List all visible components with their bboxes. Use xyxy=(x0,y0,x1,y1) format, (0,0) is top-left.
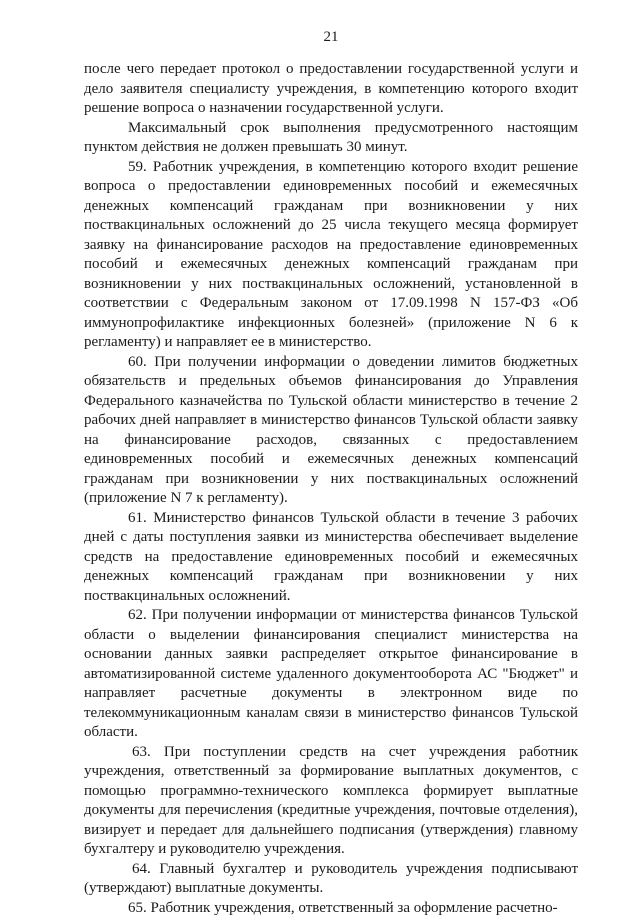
paragraph-61: 61. Министерство финансов Тульской области в течение 3 рабочих дней с даты поступления заявки из министерства обеспечивает выделение средств на предоставление единовременных пособий и ежемесячных денежных компенсаций гражданам при возникновении у них поствакцинальных осложнений. xyxy=(84,509,578,607)
paragraph-max-time: Максимальный срок выполнения предусмотренного настоящим пунктом действия не должен превышать 30 минут. xyxy=(84,119,578,158)
paragraph-62: 62. При получении информации от министерства финансов Тульской области о выделении финансирования специалист министерства на основании данных заявки распределяет открытое финансирование в автоматизированной системе удаленного документооборота АС "Бюджет" и направляет расчетные документы в электронном виде по телекоммуникационным каналам связи в министерство финансов Тульской области. xyxy=(84,606,578,743)
page-number: 21 xyxy=(84,28,578,46)
document-body xyxy=(84,60,578,918)
paragraph-60: 60. При получении информации о доведении лимитов бюджетных обязательств и предельных объемов финансирования до Управления Федерального казначейства по Тульской области министерство в течение 2 рабочих дней направляет в министерство финансов Тульской области заявку на финансирование расходов, связанных с предоставлением единовременных пособий и ежемесячных денежных компенсаций гражданам при возникновении у них поствакцинальных осложнений (приложение N 7 к регламенту). xyxy=(84,353,578,509)
paragraph-64: 64. Главный бухгалтер и руководитель учреждения подписывают (утверждают) выплатные документы. xyxy=(84,860,578,899)
paragraph-59: 59. Работник учреждения, в компетенцию которого входит решение вопроса о предоставлении единовременных пособий и ежемесячных денежных компенсаций гражданам при возникновении у них поствакцинальных осложнений до 25 числа текущего месяца формирует заявку на финансирование расходов на предоставление единовременных пособий и ежемесячных денежных компенсаций гражданам при возникновении у них поствакцинальных осложнений, установленной в соответствии с Федеральным законом от 17.09.1998 N 157-ФЗ «Об иммунопрофилактике инфекционных болезней» (приложение N 6 к регламенту) и направляет ее в министерство. xyxy=(84,158,578,353)
paragraph-continuation: после чего передает протокол о предоставлении государственной услуги и дело заявителя специалисту учреждения, в компетенцию которого входит решение вопроса о назначении государственной услуги. xyxy=(84,60,578,119)
paragraph-63: 63. При поступлении средств на счет учреждения работник учреждения, ответственный за формирование выплатных документов, с помощью программно-технического комплекса формирует выплатные документы для перечисления (кредитные учреждения, почтовые отделения), визирует и передает для дальнейшего подписания (утверждения) главному бухгалтеру и руководителю учреждения. xyxy=(84,743,578,860)
paragraph-65: 65. Работник учреждения, ответственный за оформление расчетно- xyxy=(84,899,578,918)
